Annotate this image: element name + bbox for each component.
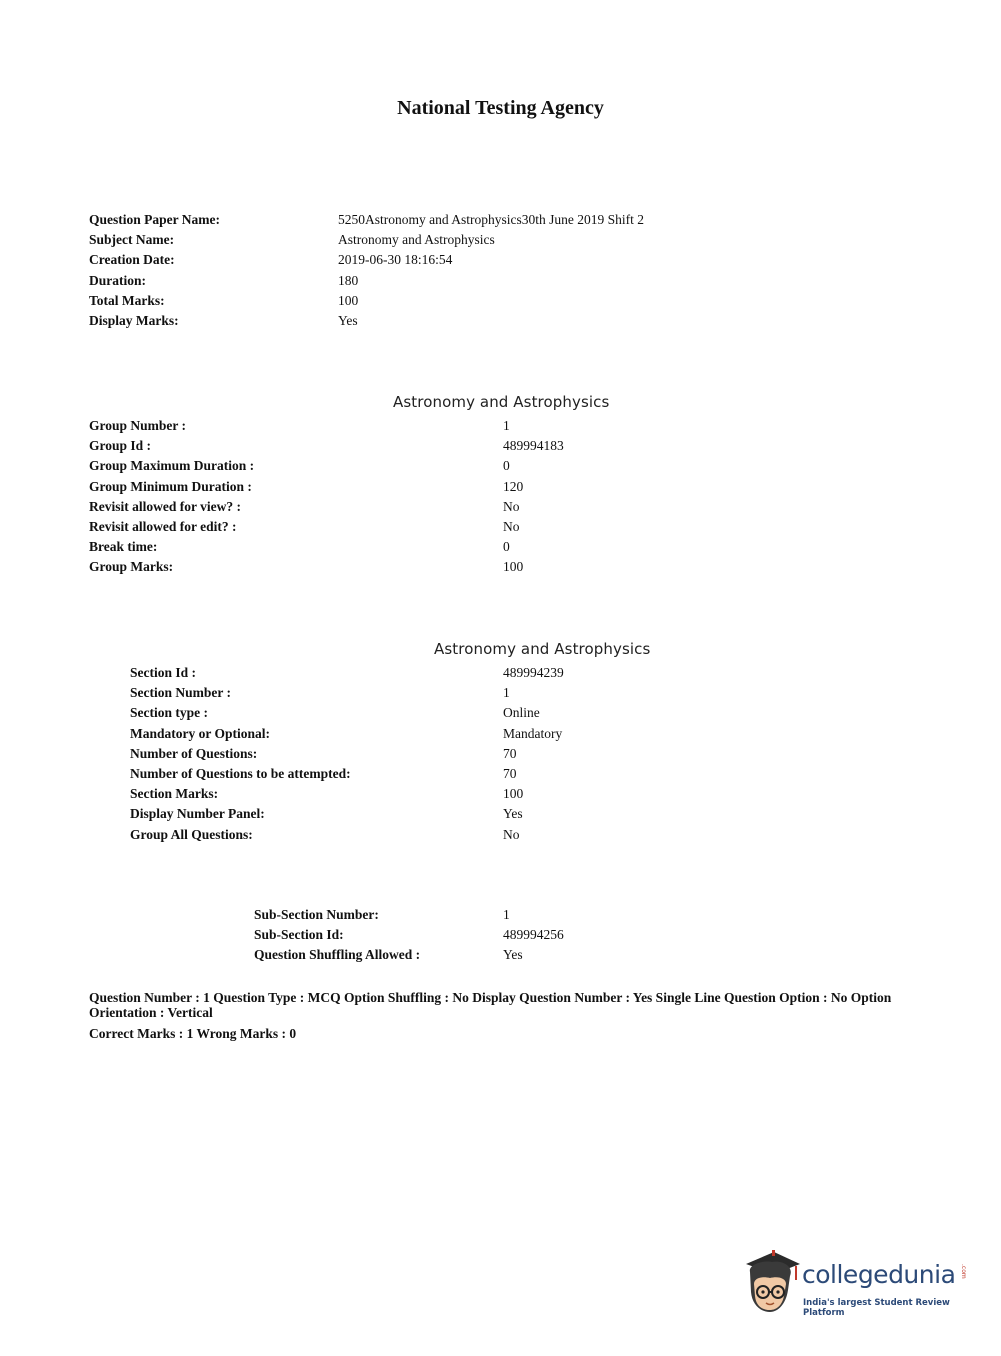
info-value: No <box>503 826 520 842</box>
document-title: National Testing Agency <box>397 97 604 119</box>
info-row <box>89 210 644 230</box>
info-label: Question Paper Name: <box>89 212 220 227</box>
info-label: Mandatory or Optional: <box>130 725 271 741</box>
info-label: Number of Questions to be attempted: <box>130 765 351 781</box>
info-label: Question Shuffling Allowed : <box>254 947 421 963</box>
info-label: Section Id : <box>130 665 197 680</box>
info-value: 489994183 <box>503 438 564 454</box>
info-row <box>130 663 564 683</box>
info-value: 100 <box>503 559 524 575</box>
logo-tagline: India's largest Student Review Platform <box>803 1298 950 1318</box>
info-value: Online <box>503 705 540 721</box>
info-label: Display Marks: <box>89 312 179 328</box>
info-value: Yes <box>503 947 523 963</box>
info-value: 100 <box>338 292 359 308</box>
info-value: 489994239 <box>503 665 564 680</box>
info-value: 0 <box>503 458 510 474</box>
info-row <box>130 724 564 744</box>
info-label: Revisit allowed for edit? : <box>89 518 237 534</box>
info-value: No <box>503 498 520 514</box>
paper-info <box>89 210 644 331</box>
info-value: 180 <box>338 272 359 288</box>
info-row <box>130 764 564 784</box>
info-value: 100 <box>503 786 524 802</box>
info-label: Group All Questions: <box>130 826 253 842</box>
info-row <box>254 945 564 965</box>
info-label: Sub-Section Id: <box>254 927 344 943</box>
info-row <box>89 416 564 436</box>
question-meta: Question Number : 1 Question Type : MCQ Option Shuffling : No Display Question Number : Yes Single Line Question Option : No Option Orientation : Vertical <box>89 990 892 1020</box>
info-label: Creation Date: <box>89 252 175 268</box>
info-value: 5250Astronomy and Astrophysics30th June 2019 Shift 2 <box>338 212 644 227</box>
info-row <box>89 436 564 456</box>
info-row <box>89 497 564 517</box>
info-row <box>89 311 644 331</box>
info-row <box>89 291 644 311</box>
info-value: 1 <box>503 418 510 433</box>
question-info <box>89 990 909 1041</box>
info-label: Group Marks: <box>89 559 174 575</box>
group-info <box>89 416 564 578</box>
info-label: Total Marks: <box>89 292 165 308</box>
info-label: Section Marks: <box>130 786 219 802</box>
info-row <box>254 925 564 945</box>
info-row <box>89 250 644 270</box>
info-row <box>89 230 644 250</box>
info-row <box>130 744 564 764</box>
info-value: 1 <box>503 685 510 701</box>
info-row <box>89 271 644 291</box>
info-row <box>89 517 564 537</box>
info-value: Yes <box>503 806 523 822</box>
group-heading: Astronomy and Astrophysics <box>393 393 610 411</box>
info-row <box>89 477 564 497</box>
info-value: 70 <box>503 745 517 761</box>
info-label: Sub-Section Number: <box>254 907 379 922</box>
info-label: Duration: <box>89 272 146 288</box>
info-label: Section type : <box>130 705 208 721</box>
info-label: Group Number : <box>89 418 187 433</box>
info-row <box>89 537 564 557</box>
info-label: Revisit allowed for view? : <box>89 498 241 514</box>
info-label: Number of Questions: <box>130 745 258 761</box>
info-value: 70 <box>503 765 517 781</box>
section-heading: Astronomy and Astrophysics <box>434 640 651 658</box>
info-row <box>130 683 564 703</box>
info-label: Group Maximum Duration : <box>89 458 255 474</box>
subsection-info <box>254 905 564 966</box>
info-value: Astronomy and Astrophysics <box>338 232 495 248</box>
info-value: 489994256 <box>503 927 564 943</box>
info-value: 1 <box>503 907 510 922</box>
info-value: 2019-06-30 18:16:54 <box>338 252 453 268</box>
info-value: Yes <box>338 312 358 328</box>
info-row <box>89 557 564 577</box>
info-row <box>89 456 564 476</box>
logo-wordmark: collegedunia <box>802 1260 956 1289</box>
info-row <box>254 905 564 925</box>
info-value: 0 <box>503 539 510 555</box>
logo-dotcom: .com <box>960 1264 967 1279</box>
mascot-graduation-cap-icon <box>742 1250 802 1320</box>
info-label: Section Number : <box>130 685 231 701</box>
info-label: Group Minimum Duration : <box>89 478 252 494</box>
info-row <box>130 804 564 824</box>
info-label: Group Id : <box>89 438 152 454</box>
collegedunia-logo <box>742 1250 972 1320</box>
info-value: 120 <box>503 478 524 494</box>
info-value: No <box>503 518 520 534</box>
info-label: Break time: <box>89 539 158 555</box>
info-value: Mandatory <box>503 725 563 741</box>
info-row <box>130 825 564 845</box>
info-label: Subject Name: <box>89 232 175 248</box>
info-row <box>130 784 564 804</box>
info-label: Display Number Panel: <box>130 806 265 822</box>
section-info <box>130 663 564 845</box>
question-marks: Correct Marks : 1 Wrong Marks : 0 <box>89 1026 297 1041</box>
info-row <box>130 703 564 723</box>
